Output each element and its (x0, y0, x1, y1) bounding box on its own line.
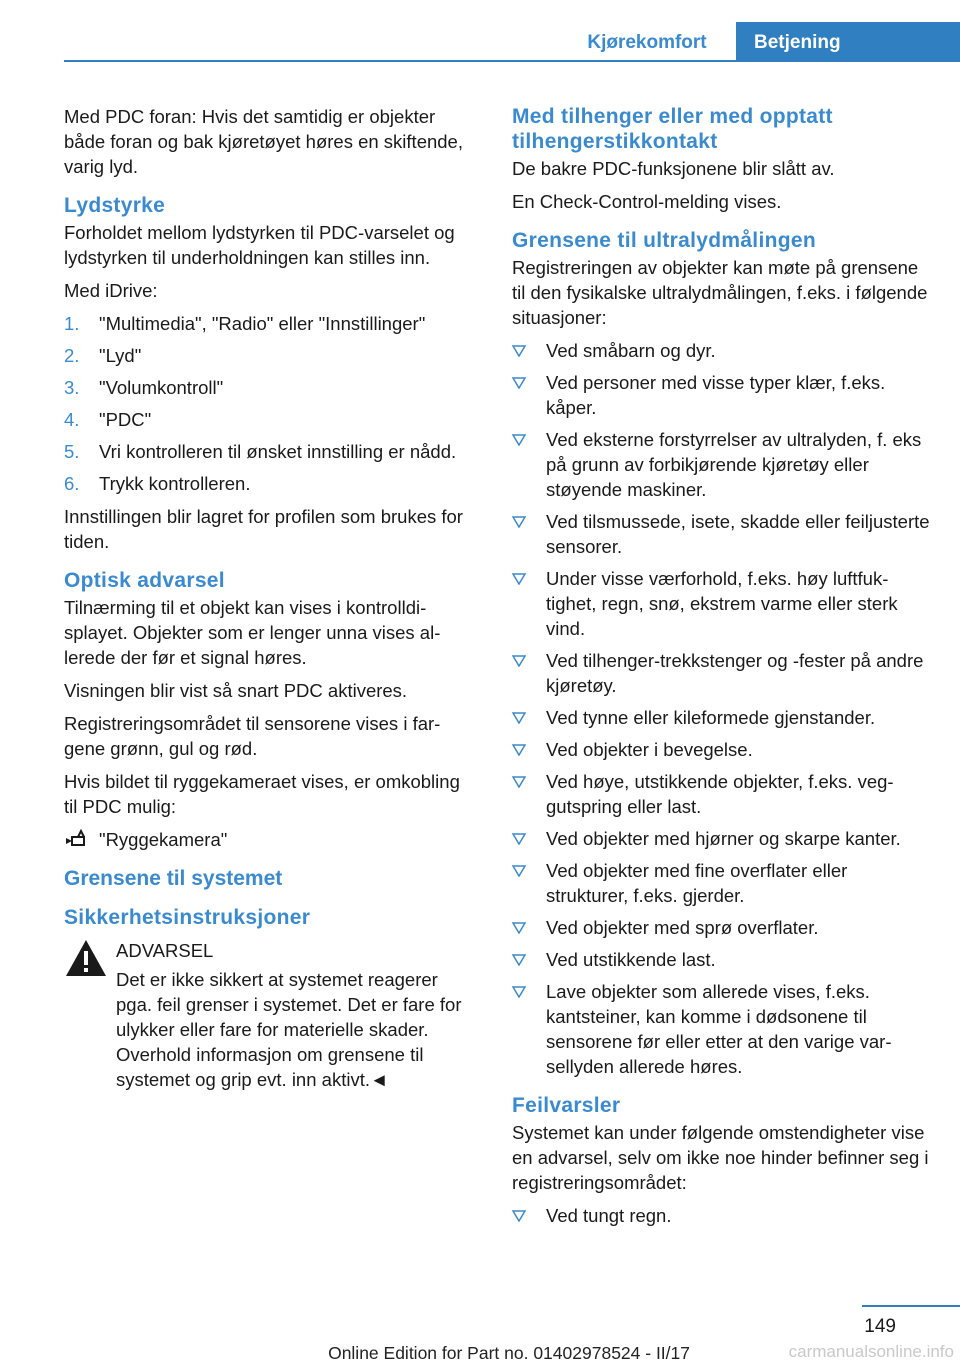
bullet-text: Ved høye, utstikkende objekter, f.eks. veggutspring eller last. (546, 771, 894, 817)
lydstyrke-body: Forholdet mellom lydstyrken til PDC-varselet og lydstyrken til underholdningen kan stilles inn. (64, 222, 455, 268)
footer-rule (862, 1305, 960, 1307)
step-item: 5. Vri kontrolleren til ønsket innstilling er nådd. (64, 441, 457, 462)
bullet-text: Ved eksterne forstyrrelser av ultralyden, f. eks på grunn av forbikjørende kjøretøy eller støyende maskiner. (546, 429, 922, 500)
bullet-item (512, 566, 932, 641)
bullet-text: Ved utstikkende last. (546, 949, 716, 970)
bullet-text: Ved småbarn og dyr. (546, 340, 716, 361)
bullet-triangle-icon (512, 865, 526, 877)
ultralyd-heading: Grensene til ultralydmålingen (512, 229, 816, 252)
step-item: 1. "Multimedia", "Radio" eller "Innstillinger" (64, 313, 426, 334)
idrive-steps (64, 311, 474, 496)
bullet-item (512, 509, 932, 559)
feilvarsler-heading: Feilvarsler (512, 1094, 621, 1117)
feilvarsler-intro: Systemet kan under følgende omstendigheter vise en advarsel, selv om ikke noe hinder befinner seg i registreringsområdet: (512, 1122, 929, 1193)
bullet-item (512, 648, 932, 698)
bullet-item (512, 915, 932, 940)
bullet-item (512, 826, 932, 851)
optisk-p1: Tilnærming til et objekt kan vises i kontrolldisplayet. Objekter som er lenger unna vises allerede der før et signal høres. (64, 597, 441, 668)
bullet-item (512, 769, 932, 819)
edition-note: Online Edition for Part no. 01402978524 - II/17 (328, 1343, 690, 1363)
bullet-triangle-icon (512, 922, 526, 934)
optisk-heading: Optisk advarsel (64, 569, 225, 592)
grensene-heading: Grensene til systemet (64, 867, 283, 890)
bullet-triangle-icon (512, 712, 526, 724)
sikkerhet-heading: Sikkerhetsinstruksjoner (64, 906, 311, 929)
bullet-item (512, 979, 932, 1079)
bullet-item (512, 427, 932, 502)
feilvarsler-list (512, 1203, 932, 1228)
bullet-item (512, 947, 932, 972)
bullet-text: Ved personer med visse typer klær, f.eks. kåper. (546, 372, 886, 418)
optisk-p4: Hvis bildet til ryggekameraet vises, er omkobling til PDC mulig: (64, 771, 460, 817)
bullet-triangle-icon (512, 655, 526, 667)
bullet-text: Ved objekter med fine overflater eller strukturer, f.eks. gjerder. (546, 860, 848, 906)
bullet-item (512, 705, 932, 730)
bullet-text: Ved tungt regn. (546, 1205, 672, 1226)
bullet-triangle-icon (512, 954, 526, 966)
bullet-triangle-icon (512, 744, 526, 756)
bullet-item (512, 338, 932, 363)
warning-triangle-icon (64, 938, 108, 978)
bullet-triangle-icon (512, 1210, 526, 1222)
left-column (64, 104, 474, 1092)
section-tab[interactable]: Kjørekomfort (587, 32, 707, 53)
bullet-text: Ved objekter i bevegelse. (546, 739, 753, 760)
ultralyd-intro: Registreringen av objekter kan møte på grensene til den fysikalske ultralydmålingen, f.eks. i følgende situasjoner: (512, 257, 928, 328)
step-item: 3. "Volumkontroll" (64, 377, 224, 398)
bullet-text: Ved tynne eller kileformede gjenstander. (546, 707, 876, 728)
page-number: 149 (864, 1316, 896, 1337)
bullet-triangle-icon (512, 833, 526, 845)
bullet-text: Under visse værforhold, f.eks. høy luftfuktighet, regn, snø, ekstrem varme eller sterk vind. (546, 568, 898, 639)
saved-note: Innstillingen blir lagret for profilen som brukes for tiden. (64, 506, 463, 552)
step-item: 6. Trykk kontrolleren. (64, 473, 251, 494)
bullet-text: Ved tilhenger-trekkstenger og -fester på andre kjøretøy. (546, 650, 924, 696)
bullet-text: Lave objekter som allerede vises, f.eks. kantsteiner, kan komme i dødsonene til sensorene før eller etter at den varige varsellyden allerede høres. (546, 981, 892, 1077)
tilhenger-p1: De bakre PDC-funksjonene blir slått av. (512, 158, 835, 179)
bullet-item (512, 370, 932, 420)
bullet-triangle-icon (512, 516, 526, 528)
bullet-triangle-icon (512, 434, 526, 446)
idrive-label: Med iDrive: (64, 280, 158, 301)
bullet-text: Ved objekter med hjørner og skarpe kanter. (546, 828, 901, 849)
pdc-front-intro: Med PDC foran: Hvis det samtidig er objekter både foran og bak kjøretøyet høres en skiftende, varig lyd. (64, 106, 463, 177)
bullet-triangle-icon (512, 776, 526, 788)
bullet-triangle-icon (512, 986, 526, 998)
warning-text: Det er ikke sikkert at systemet reagerer pga. feil grenser i systemet. Det er fare for ulykker eller fare for materielle skader. Overhold informasjon om grensene til systemet og grip evt. inn aktivt.◄ (116, 969, 462, 1090)
step-item: 4. "PDC" (64, 409, 152, 430)
warning-box (64, 938, 474, 1092)
bullet-triangle-icon (512, 377, 526, 389)
tilhenger-heading: Med tilhenger eller med opptatt tilhengerstikkontakt (512, 105, 833, 153)
ultralyd-list (512, 338, 932, 1079)
bullet-triangle-icon (512, 573, 526, 585)
camera-label: "Ryggekamera" (99, 829, 228, 850)
bullet-item (512, 1203, 932, 1228)
right-column (512, 104, 932, 1236)
optisk-p3: Registreringsområdet til sensorene vises i fargene grønn, gul og rød. (64, 713, 441, 759)
optisk-p2: Visningen blir vist så snart PDC aktiveres. (64, 680, 408, 701)
rear-camera-icon (64, 829, 90, 851)
step-item: 2. "Lyd" (64, 345, 142, 366)
bullet-text: Ved tilsmussede, isete, skadde eller feiljusterte sensorer. (546, 511, 930, 557)
watermark: carmanualsonline.info (788, 1342, 954, 1361)
bullet-text: Ved objekter med sprø overflater. (546, 917, 819, 938)
tilhenger-p2: En Check-Control-melding vises. (512, 191, 782, 212)
bullet-item (512, 737, 932, 762)
bullet-item (512, 858, 932, 908)
bullet-triangle-icon (512, 345, 526, 357)
chapter-tab[interactable]: Betjening (736, 22, 960, 62)
lydstyrke-heading: Lydstyrke (64, 194, 166, 217)
camera-row (64, 827, 474, 852)
warning-title: ADVARSEL (116, 940, 214, 961)
